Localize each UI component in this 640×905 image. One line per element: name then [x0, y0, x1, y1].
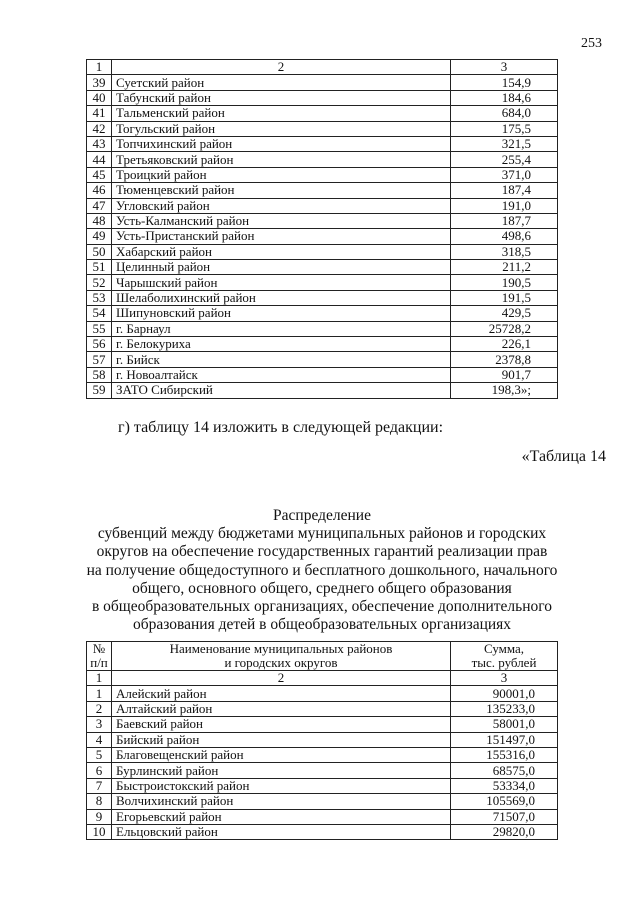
column-index-1: 1	[87, 671, 112, 686]
row-number: 44	[87, 152, 112, 167]
row-name: Угловский район	[112, 198, 451, 213]
row-sum: 175,5	[451, 121, 558, 136]
row-name: Третьяковский район	[112, 152, 451, 167]
row-sum: 684,0	[451, 106, 558, 121]
table-row	[87, 167, 558, 182]
row-number: 6	[87, 763, 112, 778]
row-name: Табунский район	[112, 90, 451, 105]
column-index-3: 3	[451, 671, 558, 686]
row-sum: 318,5	[451, 244, 558, 259]
table-row	[87, 306, 558, 321]
row-name: г. Бийск	[112, 352, 451, 367]
title-line: образования детей в общеобразовательных организациях	[132, 616, 512, 634]
row-name: г. Новоалтайск	[112, 367, 451, 382]
row-number: 1	[87, 686, 112, 701]
table-row	[87, 275, 558, 290]
header-sum-line1: Сумма,	[483, 641, 525, 656]
row-name: Волчихинский район	[112, 794, 451, 809]
row-number: 57	[87, 352, 112, 367]
column-index-3: 3	[451, 60, 558, 75]
table-row	[87, 244, 558, 259]
table-title	[86, 507, 558, 634]
table-row	[87, 701, 558, 716]
page-number: 253	[581, 36, 602, 51]
table-row	[87, 198, 558, 213]
row-sum: 135233,0	[451, 701, 558, 716]
table-row	[87, 824, 558, 839]
row-sum: 190,5	[451, 275, 558, 290]
row-sum: 68575,0	[451, 763, 558, 778]
row-sum: 211,2	[451, 260, 558, 275]
header-name-line2: и городских округов	[224, 655, 338, 670]
row-sum: 226,1	[451, 337, 558, 352]
title-line: на получение общедоступного и бесплатного дошкольного, начального	[86, 561, 558, 579]
row-number: 3	[87, 717, 112, 732]
table-row	[87, 106, 558, 121]
table-row	[87, 809, 558, 824]
row-name: Шипуновский район	[112, 306, 451, 321]
row-sum: 198,3»;	[451, 383, 558, 398]
row-sum: 155316,0	[451, 747, 558, 762]
header-number-line1: №	[92, 641, 106, 656]
table-label: «Таблица 14	[521, 448, 606, 465]
title-line: в общеобразовательных организациях, обеспечение дополнительного	[91, 598, 553, 616]
row-number: 58	[87, 367, 112, 382]
row-sum: 90001,0	[451, 686, 558, 701]
row-number: 48	[87, 213, 112, 228]
row-name: Суетский район	[112, 75, 451, 90]
title-line: общего, основного общего, среднего общего образования	[132, 579, 512, 597]
table-index-row	[87, 671, 558, 686]
row-number: 8	[87, 794, 112, 809]
row-name: Алтайский район	[112, 701, 451, 716]
header-sum	[451, 642, 558, 671]
row-name: Бийский район	[112, 732, 451, 747]
row-number: 9	[87, 809, 112, 824]
title-line: субвенций между бюджетами муниципальных районов и городских	[97, 525, 547, 543]
row-number: 7	[87, 778, 112, 793]
table-row	[87, 717, 558, 732]
row-number: 59	[87, 383, 112, 398]
table-row	[87, 367, 558, 382]
table-row	[87, 136, 558, 151]
row-number: 53	[87, 290, 112, 305]
table-row	[87, 352, 558, 367]
row-name: Баевский район	[112, 717, 451, 732]
header-name-line1: Наименование муниципальных районов	[169, 641, 393, 656]
row-number: 50	[87, 244, 112, 259]
row-number: 47	[87, 198, 112, 213]
row-name: Тюменцевский район	[112, 183, 451, 198]
table-row	[87, 260, 558, 275]
row-number: 52	[87, 275, 112, 290]
table-row	[87, 321, 558, 336]
row-name: Егорьевский район	[112, 809, 451, 824]
row-number: 56	[87, 337, 112, 352]
row-sum: 58001,0	[451, 717, 558, 732]
row-name: Алейский район	[112, 686, 451, 701]
header-sum-line2: тыс. рублей	[471, 655, 537, 670]
row-number: 46	[87, 183, 112, 198]
table-row	[87, 686, 558, 701]
row-sum: 371,0	[451, 167, 558, 182]
row-number: 54	[87, 306, 112, 321]
row-name: Целинный район	[112, 260, 451, 275]
row-name: Бурлинский район	[112, 763, 451, 778]
row-number: 42	[87, 121, 112, 136]
table-row	[87, 337, 558, 352]
table-header-row	[87, 642, 558, 671]
row-sum: 321,5	[451, 136, 558, 151]
row-sum: 429,5	[451, 306, 558, 321]
header-name	[112, 642, 451, 671]
row-name: ЗАТО Сибирский	[112, 383, 451, 398]
row-sum: 29820,0	[451, 824, 558, 839]
column-index-2: 2	[112, 60, 451, 75]
row-name: Топчихинский район	[112, 136, 451, 151]
row-sum: 25728,2	[451, 321, 558, 336]
row-name: Ельцовский район	[112, 824, 451, 839]
column-index-1: 1	[87, 60, 112, 75]
amendment-instruction: г) таблицу 14 изложить в следующей редакции:	[118, 419, 444, 436]
row-name: Быстроистокский район	[112, 778, 451, 793]
row-name: Усть-Пристанский район	[112, 229, 451, 244]
row-sum: 184,6	[451, 90, 558, 105]
table-index-row	[87, 60, 558, 75]
row-number: 55	[87, 321, 112, 336]
row-number: 2	[87, 701, 112, 716]
table-row	[87, 763, 558, 778]
row-number: 43	[87, 136, 112, 151]
row-name: Тальменский район	[112, 106, 451, 121]
row-number: 41	[87, 106, 112, 121]
table-row	[87, 747, 558, 762]
row-sum: 2378,8	[451, 352, 558, 367]
table-row	[87, 152, 558, 167]
row-sum: 53334,0	[451, 778, 558, 793]
table-row	[87, 183, 558, 198]
row-sum: 498,6	[451, 229, 558, 244]
table-row	[87, 121, 558, 136]
row-sum: 71507,0	[451, 809, 558, 824]
table-row	[87, 778, 558, 793]
row-name: Тогульский район	[112, 121, 451, 136]
row-sum: 187,4	[451, 183, 558, 198]
header-number-line2: п/п	[90, 655, 108, 670]
table-row	[87, 794, 558, 809]
title-line: Распределение	[273, 507, 371, 524]
subsidy-distribution-table	[86, 641, 558, 840]
table-row	[87, 75, 558, 90]
header-number	[87, 642, 112, 671]
row-sum: 154,9	[451, 75, 558, 90]
row-sum: 151497,0	[451, 732, 558, 747]
row-number: 10	[87, 824, 112, 839]
title-line: округов на обеспечение государственных гарантий реализации прав	[96, 543, 548, 561]
row-sum: 191,5	[451, 290, 558, 305]
table-row	[87, 229, 558, 244]
table-row	[87, 90, 558, 105]
table-row	[87, 732, 558, 747]
row-name: Чарышский район	[112, 275, 451, 290]
table-row	[87, 213, 558, 228]
row-sum: 105569,0	[451, 794, 558, 809]
subsidy-table-continuation	[86, 59, 558, 399]
row-name: Благовещенский район	[112, 747, 451, 762]
row-name: Троицкий район	[112, 167, 451, 182]
row-number: 39	[87, 75, 112, 90]
column-index-2: 2	[112, 671, 451, 686]
row-name: Хабарский район	[112, 244, 451, 259]
row-sum: 901,7	[451, 367, 558, 382]
row-number: 5	[87, 747, 112, 762]
row-name: Усть-Калманский район	[112, 213, 451, 228]
row-name: г. Белокуриха	[112, 337, 451, 352]
row-number: 51	[87, 260, 112, 275]
row-number: 49	[87, 229, 112, 244]
row-name: Шелаболихинский район	[112, 290, 451, 305]
row-number: 4	[87, 732, 112, 747]
table-row	[87, 290, 558, 305]
row-number: 40	[87, 90, 112, 105]
row-sum: 191,0	[451, 198, 558, 213]
row-name: г. Барнаул	[112, 321, 451, 336]
row-sum: 187,7	[451, 213, 558, 228]
row-sum: 255,4	[451, 152, 558, 167]
row-number: 45	[87, 167, 112, 182]
table-row	[87, 383, 558, 398]
